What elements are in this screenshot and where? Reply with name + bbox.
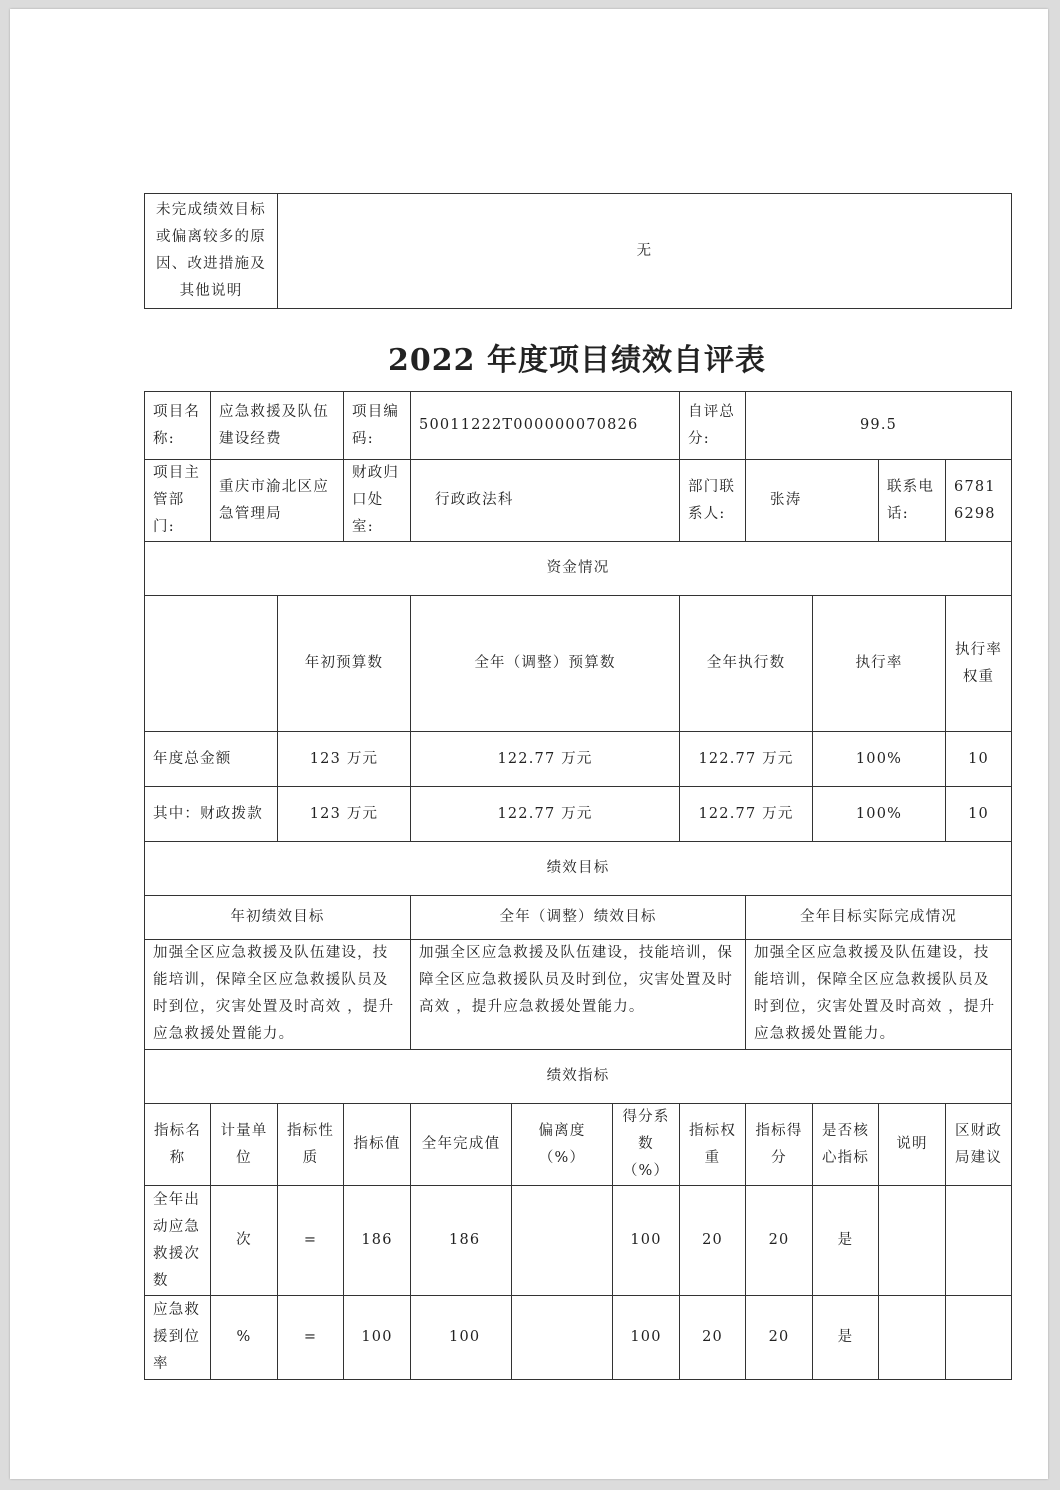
funds-header-rate: 执行率: [813, 596, 946, 732]
funds-cell: 100%: [813, 787, 946, 842]
funds-header-blank: [145, 596, 278, 732]
contact-label: 部门联系人:: [680, 460, 746, 542]
indicators-section-title: 绩效指标: [145, 1050, 1012, 1104]
funds-cell: 123 万元: [278, 787, 411, 842]
funds-header-weight: 执行率权重: [946, 596, 1012, 732]
indicator-header: 指标名称: [145, 1104, 211, 1186]
funds-section-title: 资金情况: [145, 542, 1012, 596]
indicator-cell: [879, 1186, 946, 1296]
indicator-cell: [512, 1296, 613, 1380]
indicator-cell: 100: [344, 1296, 411, 1380]
indicator-cell: [512, 1186, 613, 1296]
goal-initial-text: 加强全区应急救援及队伍建设，技能培训，保障全区应急救援队员及时到位，灾害处置及时高效 ，提升应急救援处置能力。: [145, 940, 411, 1050]
indicator-cell: 20: [680, 1186, 746, 1296]
project-name: 应急救援及队伍建设经费: [211, 392, 344, 460]
indicator-cell: 100: [613, 1296, 680, 1380]
remarks-label: 未完成绩效目标或偏离较多的原因、改进措施及其他说明: [145, 194, 278, 309]
indicator-cell: [946, 1296, 1012, 1380]
funds-cell: 10: [946, 787, 1012, 842]
indicator-header: 区财政局建议: [946, 1104, 1012, 1186]
indicator-cell: 20: [680, 1296, 746, 1380]
indicator-cell: %: [211, 1296, 278, 1380]
remarks-table: [144, 193, 1012, 309]
indicator-cell: 20: [746, 1296, 813, 1380]
indicator-cell: [946, 1186, 1012, 1296]
funds-cell: 122.77 万元: [680, 787, 813, 842]
funds-cell: 122.77 万元: [411, 732, 680, 787]
indicator-header: 计量单位: [211, 1104, 278, 1186]
funds-header-adjusted: 全年（调整）预算数: [411, 596, 680, 732]
indicator-header: 说明: [879, 1104, 946, 1186]
funds-cell: 123 万元: [278, 732, 411, 787]
evaluation-table: [144, 391, 1012, 1380]
indicator-cell: 100: [411, 1296, 512, 1380]
goal-actual-text: 加强全区应急救援及队伍建设，技能培训，保障全区应急救援队员及时到位，灾害处置及时高效 ，提升应急救援处置能力。: [746, 940, 1012, 1050]
goals-section-title: 绩效目标: [145, 842, 1012, 896]
funds-header-initial: 年初预算数: [278, 596, 411, 732]
goals-header-actual: 全年目标实际完成情况: [746, 896, 1012, 940]
goals-header-initial: 年初绩效目标: [145, 896, 411, 940]
project-name-label: 项目名称:: [145, 392, 211, 460]
indicator-cell: 186: [411, 1186, 512, 1296]
funds-cell: 100%: [813, 732, 946, 787]
finance-office-label: 财政归口处室:: [344, 460, 411, 542]
funds-cell: 122.77 万元: [680, 732, 813, 787]
indicator-cell: [879, 1296, 946, 1380]
indicator-cell: =: [278, 1296, 344, 1380]
contact-value: 张涛: [746, 460, 879, 542]
indicator-header: 得分系数（%）: [613, 1104, 680, 1186]
finance-office-value: 行政政法科: [411, 460, 680, 542]
dept-label: 项目主管部门:: [145, 460, 211, 542]
indicator-header: 偏离度（%）: [512, 1104, 613, 1186]
self-score-label: 自评总分:: [680, 392, 746, 460]
funds-row-label: 其中：财政拨款: [145, 787, 278, 842]
indicator-cell: 186: [344, 1186, 411, 1296]
indicator-name: 全年出动应急救援次数: [145, 1186, 211, 1296]
project-code-label: 项目编码:: [344, 392, 411, 460]
goal-adjusted-text: 加强全区应急救援及队伍建设，技能培训，保障全区应急救援队员及时到位，灾害处置及时高效 ，提升应急救援处置能力。: [411, 940, 746, 1050]
indicator-cell: 100: [613, 1186, 680, 1296]
self-score: 99.5: [746, 392, 1012, 460]
indicator-header: 全年完成值: [411, 1104, 512, 1186]
remarks-value: 无: [278, 194, 1012, 309]
funds-cell: 10: [946, 732, 1012, 787]
indicator-cell: 次: [211, 1186, 278, 1296]
indicator-cell: =: [278, 1186, 344, 1296]
dept-value: 重庆市渝北区应急管理局: [211, 460, 344, 542]
indicator-header: 指标值: [344, 1104, 411, 1186]
phone-label: 联系电话:: [879, 460, 946, 542]
page-title: 2022 年度项目绩效自评表: [388, 343, 766, 378]
project-code: 50011222T000000070826: [411, 392, 680, 460]
indicator-header: 是否核心指标: [813, 1104, 879, 1186]
goals-header-adjusted: 全年（调整）绩效目标: [411, 896, 746, 940]
funds-row-label: 年度总金额: [145, 732, 278, 787]
indicator-cell: 20: [746, 1186, 813, 1296]
document-page: [10, 9, 1048, 1479]
phone-value: 67816298: [946, 460, 1012, 542]
indicator-cell: 是: [813, 1186, 879, 1296]
indicator-header: 指标得分: [746, 1104, 813, 1186]
indicator-cell: 是: [813, 1296, 879, 1380]
indicator-name: 应急救援到位率: [145, 1296, 211, 1380]
funds-cell: 122.77 万元: [411, 787, 680, 842]
indicator-header: 指标权重: [680, 1104, 746, 1186]
indicator-header: 指标性质: [278, 1104, 344, 1186]
funds-header-executed: 全年执行数: [680, 596, 813, 732]
